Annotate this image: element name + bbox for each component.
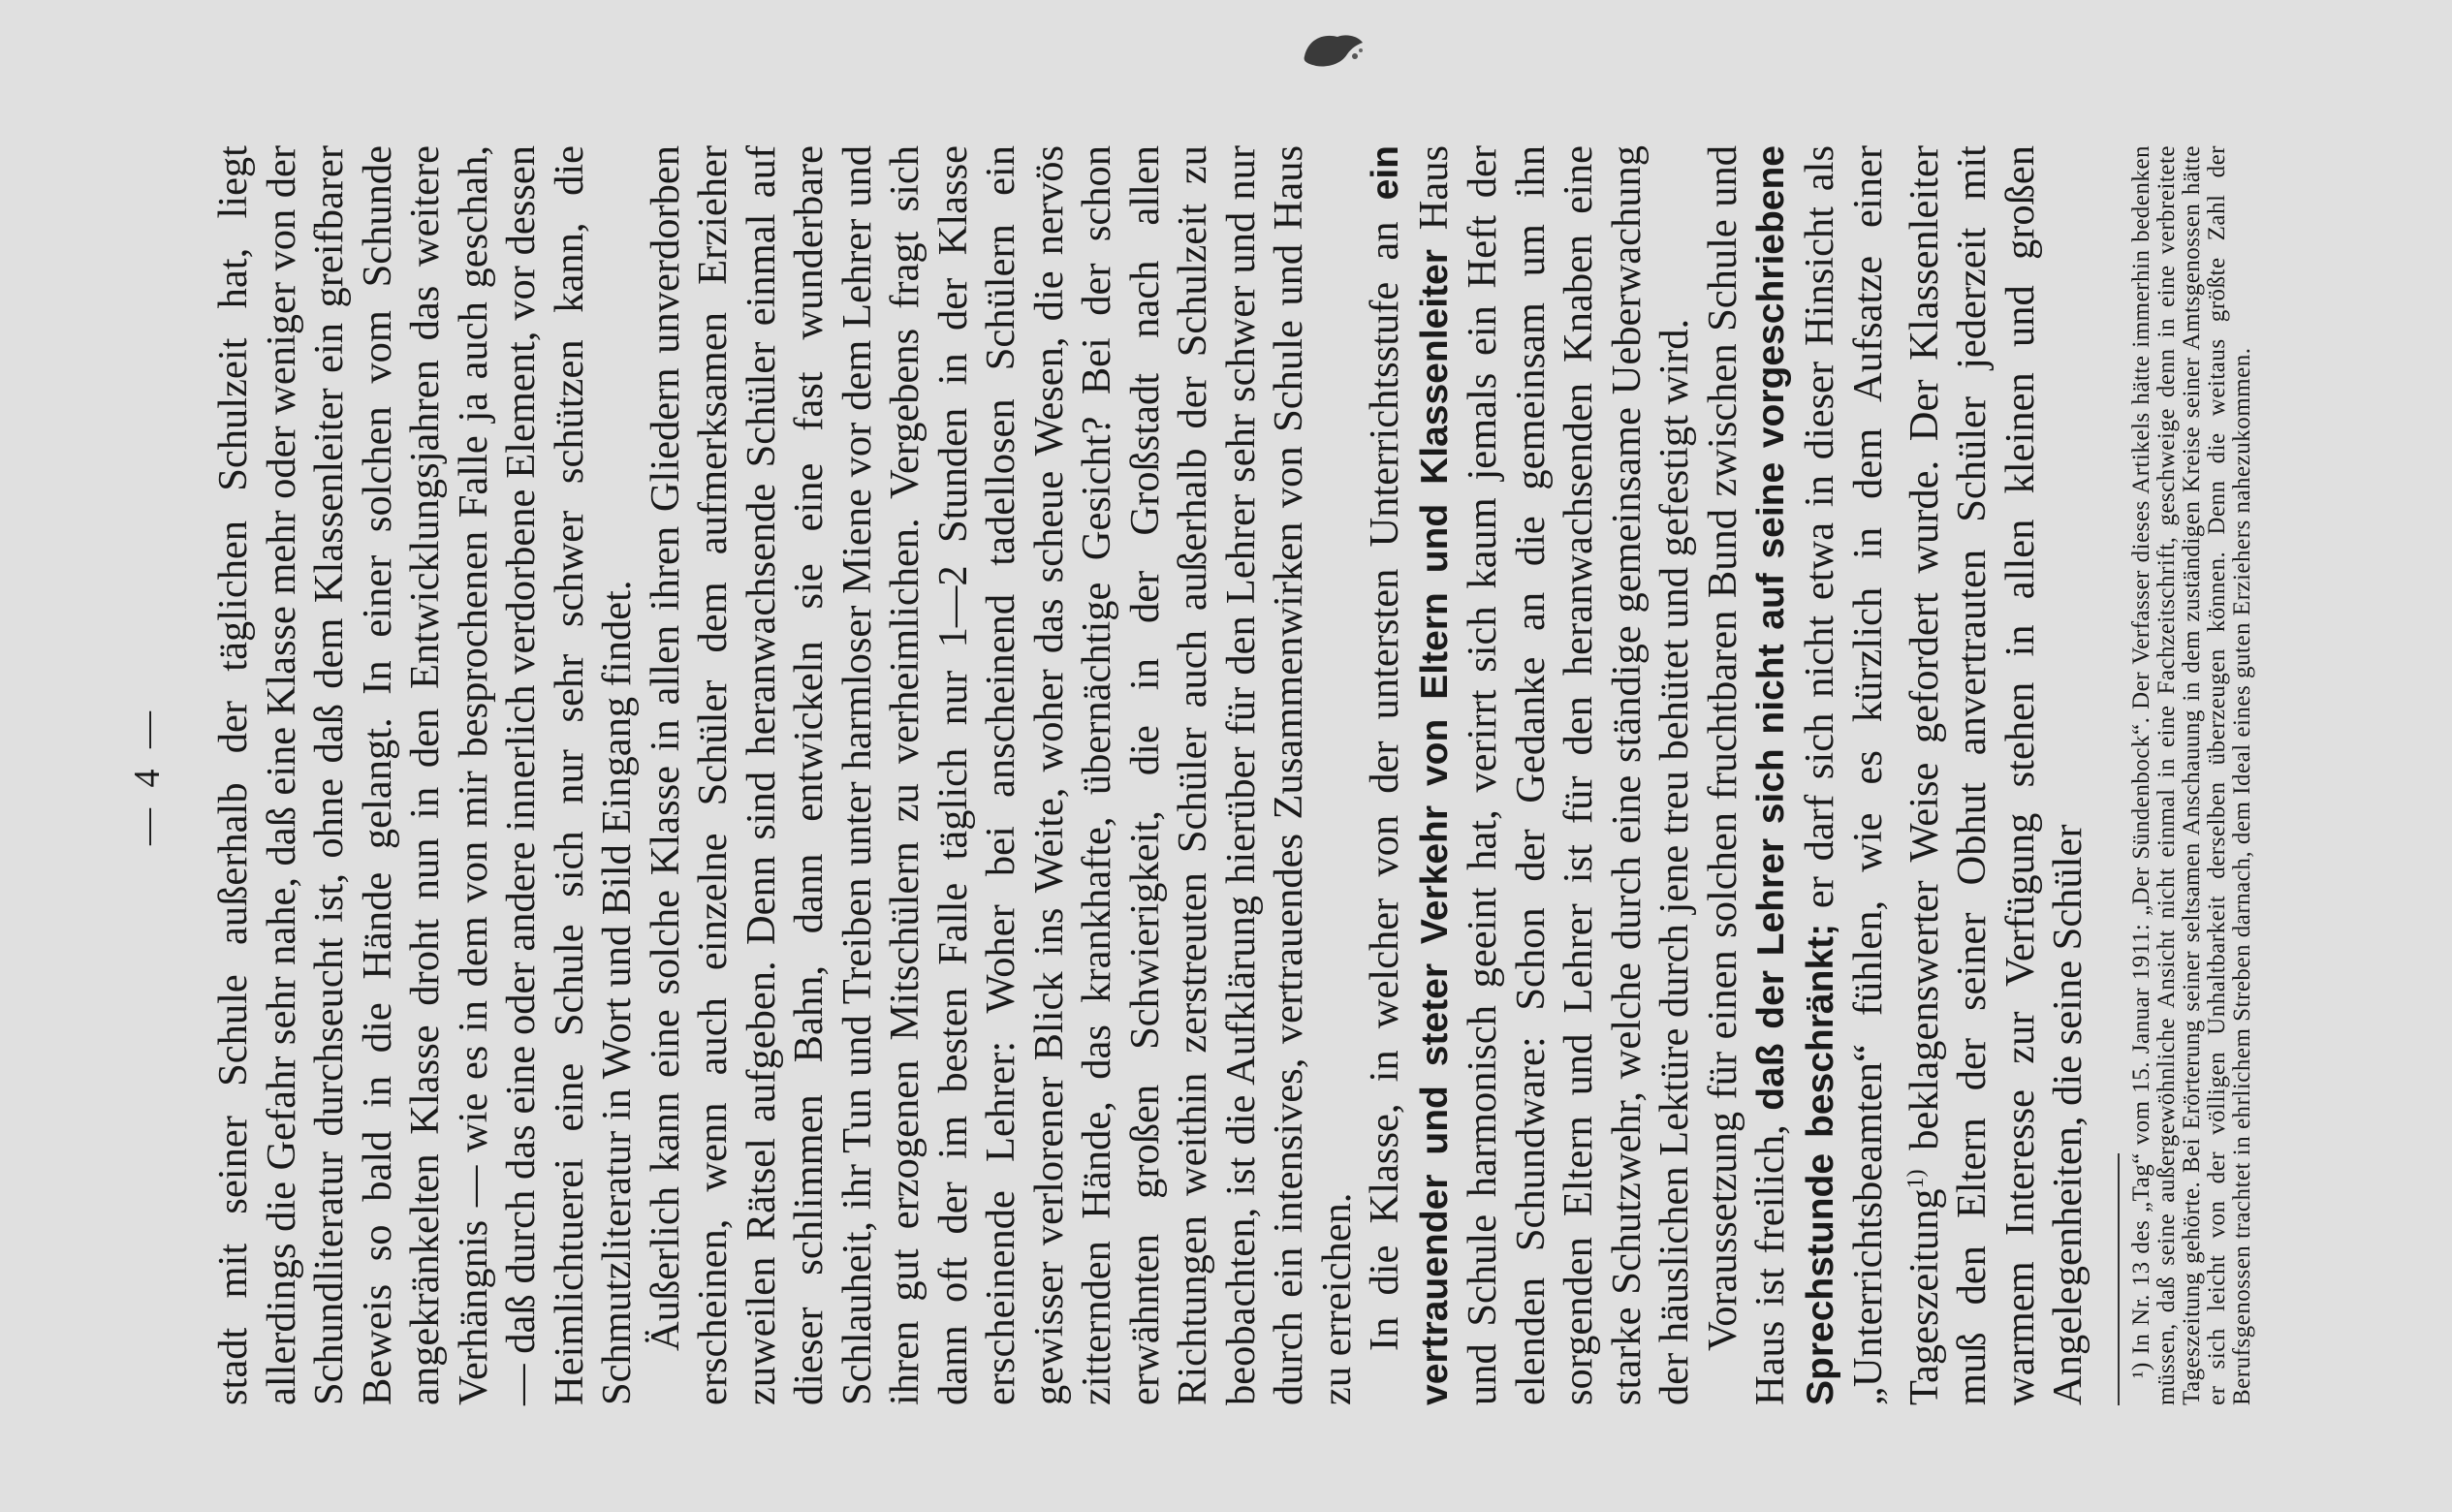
paragraph-3-emphasis: ein vertrauender und steter Verkehr von Eltern und Klassenleiter xyxy=(1365,145,1456,1405)
page-number: — 4 — xyxy=(127,706,168,845)
paragraph-4-emphasis: daß der Lehrer sich nicht auf seine vorgeschriebene Sprechstunde beschränkt; xyxy=(1750,145,1841,1405)
paragraph-3-text: In die Klasse, in welcher von der untersten Unterrichtsstufe an xyxy=(1362,200,1407,1351)
paragraph-3-text-end: Haus und Schule harmonisch geeint hat, verirrt sich kaum jemals ein Heft der elenden Schundware: Schon der Gedanke an die gemeinsam um ihn sorgenden Eltern und Lehrer ist für den heranwachsenden Knaben eine starke Schutzwehr, welche durch eine ständige gemeinsame Ueberwachung der häuslichen Lektüre durch jene treu behütet und gefestigt wird. xyxy=(1410,145,1697,1405)
paragraph-2: Äußerlich kann eine solche Klasse in allen ihren Gliedern unverdorben erscheinen, wenn auch einzelne Schüler dem aufmerksamen Erzieher zuweilen Rätsel aufgeben. Denn sind heranwachsende Schüler einmal auf dieser schlimmen Bahn, dann entwickeln sie eine fast wunderbare Schlauheit, ihr Tun und Treiben unter harmloser Miene vor dem Lehrer und ihren gut erzogenen Mitschülern zu verheimlichen. Vergebens fragt sich dann oft der im besten Falle täglich nur 1—2 Stunden in der Klasse erscheinende Lehrer: Woher bei anscheinend tadellosen Schülern ein gewisser verlorener Blick ins Weite, woher das scheue Wesen, die nervös zitternden Hände, das krankhafte, übernächtige Gesicht? Bei der schon erwähnten großen Schwierigkeit, die in der Großstadt nach allen Richtungen weithin zerstreuten Schüler auch außerhalb der Schulzeit zu beobachten, ist die Aufklärung hierüber für den Lehrer sehr schwer und nur durch ein intensives, vertrauendes Zusammenwirken von Schule und Haus zu erreichen. xyxy=(642,145,1360,1405)
paragraph-1: stadt mit seiner Schule außerhalb der täglichen Schulzeit hat, liegt allerdings die Gefahr sehr nahe, daß eine Klasse mehr oder weniger von der Schundliteratur durchseucht ist, ohne daß dem Klassenleiter ein greifbarer Beweis so bald in die Hände gelangt. In einer solchen vom Schunde angekränkelten Klasse droht nun in den Entwicklungsjahren das weitere Verhängnis — wie es in dem von mir besprochenen Falle ja auch geschah, — daß durch das eine oder andere innerlich verdorbene Element, vor dessen Heimlichtuerei eine Schule sich nur sehr schwer schützen kann, die Schmutzliteratur in Wort und Bild Eingang findet. xyxy=(210,145,640,1405)
footnote xyxy=(2129,145,2255,1405)
paragraph-4 xyxy=(1699,145,2092,1405)
body-text xyxy=(209,145,2092,1405)
footnote-divider xyxy=(2118,1153,2120,1405)
footnote-text: ¹) In Nr. 13 des „Tag“ vom 15. Januar 1911: „Der Sündenbock“. Der Verfasser dieses Artikels hätte immerhin bedenken müssen, daß seine außergewöhnliche Ansicht nicht einmal in eine Fachzeitschrift, geschweige denn in eine verbreitete Tageszeitung gehörte. Bei Erörterung seiner seltsamen Anschauung in dem zuständigen Kreise seiner Amtsgenossen hätte er sich leicht von der völligen Unhaltbarkeit derselben überzeugen können. Denn die weitaus größte Zahl der Berufsgenossen trachtet in ehrlichem Streben darnach, dem Ideal eines guten Erziehers nahezukommen. xyxy=(2127,145,2255,1405)
paragraph-3 xyxy=(1361,145,1699,1405)
paragraph-4-text: Voraussetzung für einen solchen fruchtbaren Bund zwischen Schule und Haus ist freilich, xyxy=(1699,145,1793,1405)
paragraph-4-text-end: beklagenswerter Weise gefordert wurde. Der Klassenleiter muß den Eltern der seiner Obhut anvertrauten Schüler jederzeit mit warmem Interesse zur Verfügung stehen in allen kleinen und großen Angelegenheiten, die seine Schüler xyxy=(1901,145,2091,1405)
paragraph-4-text-mid: er darf sich nicht etwa in dieser Hinsicht als „Unterrichtsbeamten“ fühlen, wie es kürzlich in dem Aufsatze einer Tageszeitung xyxy=(1796,145,1947,1405)
footnote-reference: 1) xyxy=(1902,1169,1929,1189)
